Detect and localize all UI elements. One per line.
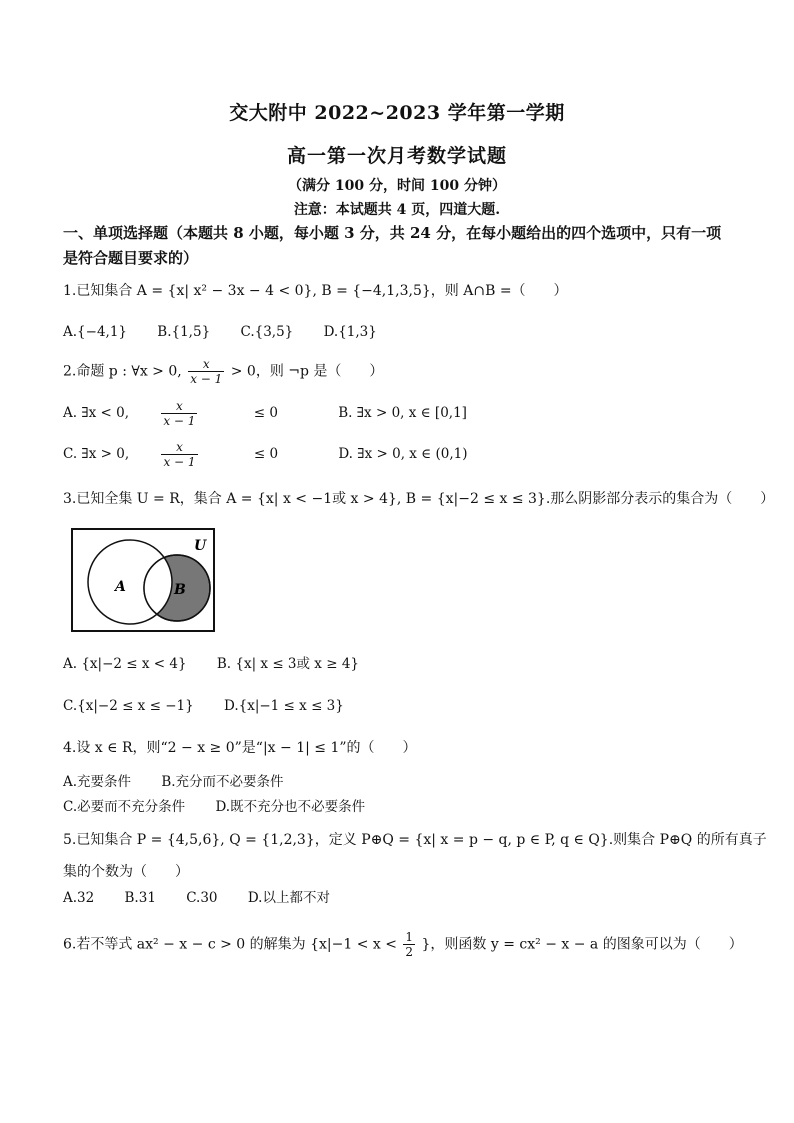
question-5-stem-line1: 5.已知集合 P = {4,5,6}, Q = {1,2,3}，定义 P⊕Q = {x| x = p − q, p ∈ P, q ∈ Q}.则集合 P⊕Q 的所有真子	[63, 832, 767, 848]
question-4-stem: 4.设 x ∈ R，则“2 − x ≥ 0”是“|x − 1| ≤ 1”的（ ）	[63, 740, 417, 756]
question-1-stem: 1.已知集合 A = {x| x² − 3x − 4 < 0}, B = {−4,1,3,5}，则 A∩B =（ ）	[63, 283, 568, 299]
question-1-option-b: B.{1,5}	[157, 324, 211, 340]
question-2-option-d: D. ∃x > 0, x ∈ (0,1)	[338, 446, 468, 462]
question-2-option-c-den: x − 1	[163, 455, 196, 469]
question-2-fraction-num: x	[188, 357, 224, 372]
question-6-fraction-num: 1	[405, 930, 414, 944]
question-6-fraction	[403, 930, 415, 959]
question-4-option-a: A.充要条件	[63, 774, 132, 790]
question-5-options	[63, 888, 356, 908]
question-6-stem	[63, 930, 743, 959]
question-2-option-c-num: x	[161, 440, 197, 455]
question-2-stem	[63, 357, 383, 386]
question-2-option-a-before: A. ∃x < 0,	[63, 405, 130, 421]
question-2-option-a-fraction	[161, 399, 223, 428]
question-2-option-c-fraction	[161, 440, 223, 469]
question-5-option-c: C.30	[186, 890, 218, 906]
question-2-option-a-after: ≤ 0	[253, 405, 278, 421]
question-1-options	[63, 322, 403, 342]
question-1-option-c: C.{3,5}	[240, 324, 294, 340]
question-3-option-c: C.{x|−2 ≤ x ≤ −1}	[63, 698, 194, 714]
venn-label-u: U	[194, 538, 207, 554]
venn-label-b: B	[174, 582, 186, 598]
question-3-option-d: D.{x|−1 ≤ x ≤ 3}	[223, 698, 344, 714]
question-4-option-b: B.充分而不必要条件	[161, 774, 284, 790]
question-4-options-row1	[63, 772, 310, 792]
question-2-option-c-before: C. ∃x > 0,	[63, 446, 130, 462]
exam-info: （满分 100 分，时间 100 分钟）	[288, 178, 506, 194]
question-1-option-a: A.{−4,1}	[63, 324, 127, 340]
question-2-fraction-den: x − 1	[190, 372, 223, 386]
question-2-option-a-num: x	[161, 399, 197, 414]
section-heading: 一、单项选择题（本题共 8 小题，每小题 3 分，共 24 分，在每小题给出的四个选项中，只有一项是符合题目要求的）	[63, 224, 722, 267]
question-5-option-a: A.32	[63, 890, 95, 906]
question-5-option-d: D.以上都不对	[247, 890, 330, 906]
venn-label-a: A	[115, 579, 126, 595]
question-3-stem: 3.已知全集 U = R，集合 A = {x| x < −1或 x > 4}, B = {x|−2 ≤ x ≤ 3}.那么阴影部分表示的集合为（ ）	[63, 491, 775, 507]
question-3-option-a: A. {x|−2 ≤ x < 4}	[63, 656, 187, 672]
question-2-stem-before: 2.命题 p : ∀x > 0,	[63, 363, 182, 380]
question-2-fraction	[188, 357, 224, 386]
question-4-option-c: C.必要而不充分条件	[63, 799, 186, 815]
question-2-options-row2	[63, 440, 493, 469]
question-2-stem-after: > 0，则 ¬p 是（ ）	[230, 363, 384, 380]
question-3-option-b: B. {x| x ≤ 3或 x ≥ 4}	[216, 656, 359, 672]
question-3-options-row2	[63, 696, 370, 716]
exam-title: 交大附中 2022~2023 学年第一学期	[229, 102, 565, 124]
venn-diagram	[70, 527, 216, 633]
question-2-option-a-den: x − 1	[163, 414, 196, 428]
question-2-options-row1	[63, 399, 493, 428]
question-1-option-d: D.{1,3}	[323, 324, 377, 340]
question-4-option-d: D.既不充分也不必要条件	[215, 799, 366, 815]
question-2-option-a	[63, 399, 304, 428]
question-5-option-b: B.31	[124, 890, 156, 906]
exam-note: 注意：本试题共 4 页，四道大题.	[293, 202, 501, 218]
question-6-stem-before: 6.若不等式 ax² − x − c > 0 的解集为 {x|−1 < x <	[63, 936, 397, 953]
question-2-option-c-after: ≤ 0	[253, 446, 279, 462]
question-6-stem-after: }，则函数 y = cx² − x − a 的图象可以为（ ）	[421, 936, 743, 953]
question-4-options-row2	[63, 797, 391, 817]
question-5-stem-line2: 集的个数为（ ）	[63, 864, 189, 880]
question-2-option-b: B. ∃x > 0, x ∈ [0,1]	[338, 405, 467, 421]
exam-subtitle: 高一第一次月考数学试题	[286, 145, 507, 167]
question-2-option-c	[63, 440, 304, 469]
question-3-options-row1	[63, 654, 385, 674]
question-6-fraction-den: 2	[405, 945, 414, 959]
